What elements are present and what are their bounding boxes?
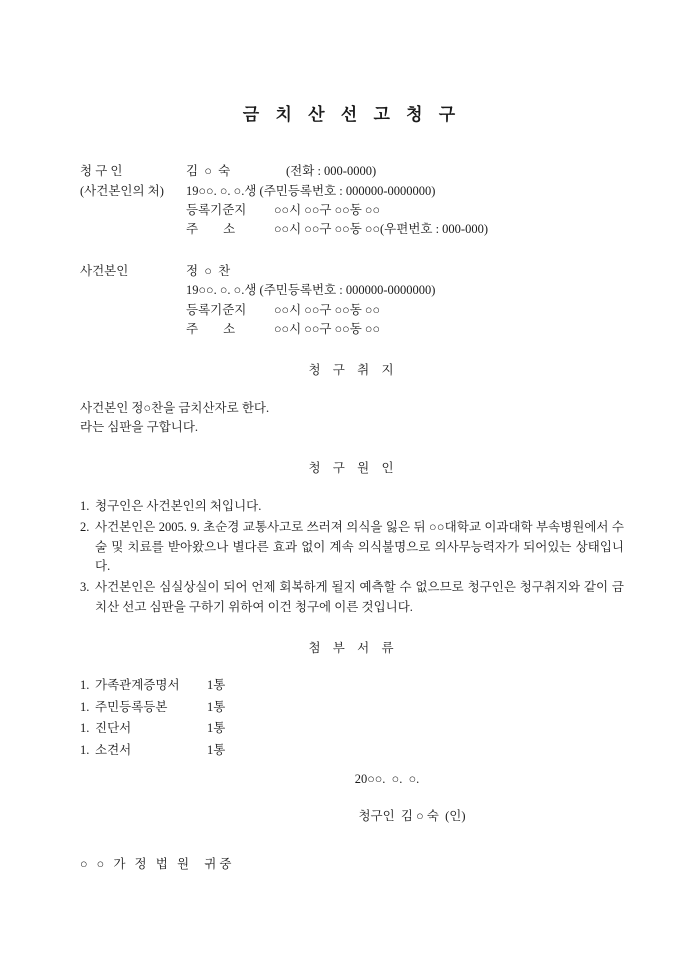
attachment-row [80, 676, 624, 695]
attachment-number: 1. [80, 742, 90, 757]
attachment-number: 1. [80, 721, 90, 736]
attachment-row [80, 698, 624, 717]
attachments-heading: 첨 부 서 류 [308, 641, 396, 656]
attachment-quantity: 1통 [207, 721, 226, 736]
subject-birth: 19○○. ○. ○.생 (주민등록번호 : 000000-0000000) [186, 283, 436, 298]
petitioner-address-value: ○○시 ○○구 ○○동 ○○(우편번호 : 000-000) [274, 222, 489, 237]
cause-item [80, 578, 624, 617]
subject-address-value: ○○시 ○○구 ○○동 ○○ [274, 321, 381, 336]
attachment-name: 주민등록등본 [95, 699, 168, 714]
document-title: 금 치 산 선 고 청 구 [242, 105, 462, 124]
subject-registration-label: 등록기준지 [186, 302, 247, 317]
subject-address-label: 주 소 [186, 321, 236, 336]
subject-name: 정 ○ 찬 [186, 263, 231, 278]
attachment-row [80, 741, 624, 760]
petitioner-registration-label: 등록기준지 [186, 203, 247, 218]
attachment-number: 1. [80, 699, 90, 714]
petitioner-address-label: 주 소 [186, 222, 236, 237]
cause-item [80, 518, 624, 576]
cause-item [80, 497, 624, 516]
attachment-number: 1. [80, 678, 90, 693]
cause-item-text: 사건본인은 2005. 9. 초순경 교통사고로 쓰러져 의식을 잃은 뒤 ○○대학교 이과대학 부속병원에서 수술 및 치료를 받아왔으나 별다른 효과 없이 계속 의식불명으로 의사무능력자가 되어있는 상태입니다. [95, 520, 624, 573]
purpose-line-1: 사건본인 정○찬을 금치산자로 한다. [80, 400, 270, 415]
petitioner-relation: (사건본인의 처) [80, 183, 164, 198]
attachment-name: 진단서 [95, 721, 132, 736]
attachments-list [80, 676, 624, 760]
purpose-heading: 청 구 취 지 [308, 363, 396, 378]
cause-item-number: 1. [80, 498, 90, 513]
cause-heading: 청 구 원 인 [308, 461, 396, 476]
cause-list [80, 497, 624, 617]
subject-label: 사건본인 [80, 263, 129, 278]
petitioner-phone: (전화 : 000-0000) [286, 164, 377, 179]
cause-item-text: 사건본인은 심실상실이 되어 언제 회복하게 될지 예측할 수 없으므로 청구인은 청구취지와 같이 금치산 선고 심판을 구하기 위하여 이건 청구에 이른 것입니다. [95, 580, 624, 614]
cause-item-number: 3. [80, 580, 90, 595]
petitioner-registration-value: ○○시 ○○구 ○○동 ○○ [274, 203, 381, 218]
subject-registration-value: ○○시 ○○구 ○○동 ○○ [274, 302, 381, 317]
attachment-name: 가족관계증명서 [95, 678, 180, 693]
petitioner-signature: 청구인 김 ○ 숙 (인) [358, 809, 466, 824]
petitioner-label: 청 구 인 [80, 164, 123, 179]
cause-item-text: 청구인은 사건본인의 처입니다. [95, 498, 262, 513]
attachment-row [80, 719, 624, 738]
attachment-quantity: 1통 [207, 699, 226, 714]
court-address-line: ○ ○ 가 정 법 원 귀중 [80, 856, 235, 871]
attachment-quantity: 1통 [207, 742, 226, 757]
purpose-line-2: 라는 심판을 구합니다. [80, 420, 199, 435]
document-date: 20○○. ○. ○. [354, 771, 420, 786]
petitioner-birth: 19○○. ○. ○.생 (주민등록번호 : 000000-0000000) [186, 183, 436, 198]
petitioner-name: 김 ○ 숙 [186, 164, 231, 179]
attachment-name: 소견서 [95, 742, 132, 757]
attachment-quantity: 1통 [207, 678, 226, 693]
purpose-body [80, 399, 624, 438]
petitioner-block [80, 162, 624, 240]
cause-item-number: 2. [80, 520, 90, 535]
subject-block [80, 262, 624, 340]
